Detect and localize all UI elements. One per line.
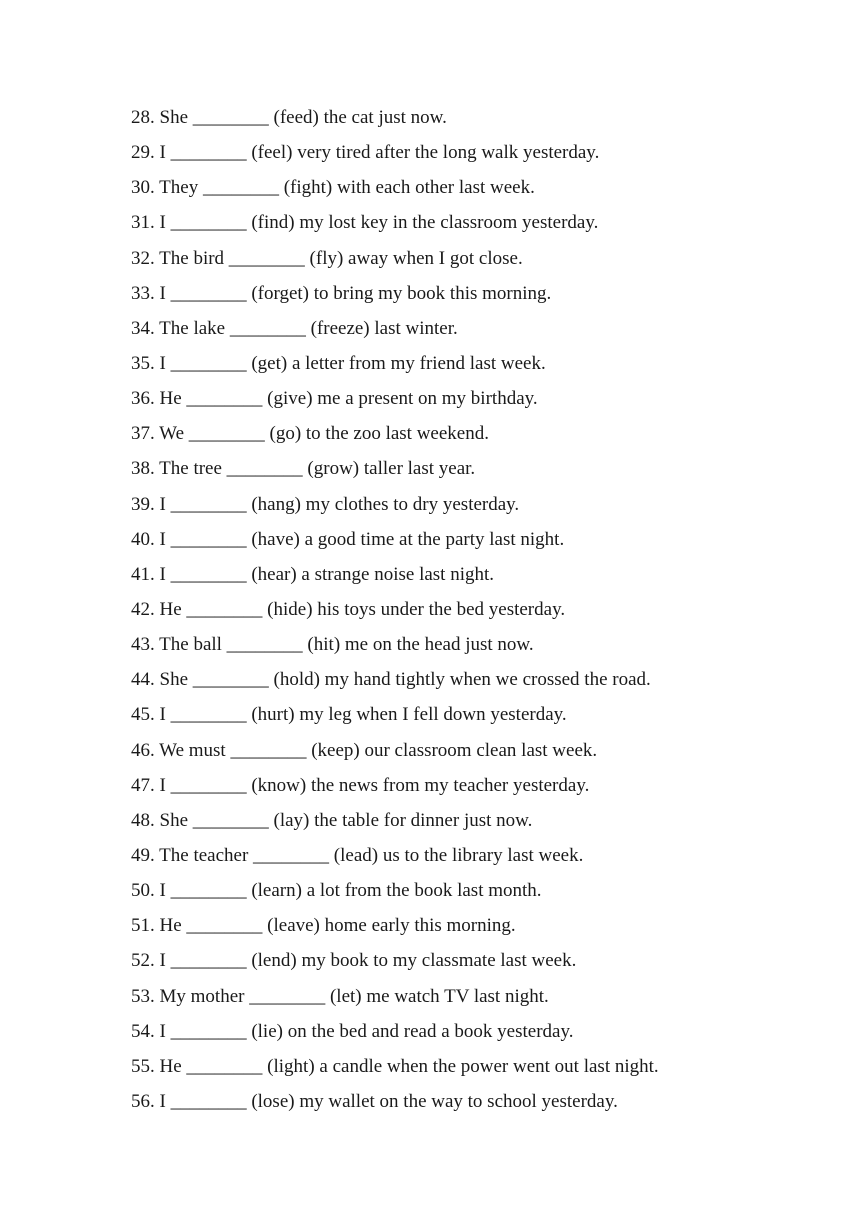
exercise-item: 30. They ________ (fight) with each other last week. <box>131 177 535 199</box>
exercise-item: 50. I ________ (learn) a lot from the book last month. <box>131 880 542 902</box>
exercise-item: 43. The ball ________ (hit) me on the head just now. <box>131 634 534 656</box>
exercise-item: 36. He ________ (give) me a present on my birthday. <box>131 388 538 410</box>
exercise-item: 39. I ________ (hang) my clothes to dry yesterday. <box>131 493 520 515</box>
exercise-item: 42. He ________ (hide) his toys under the bed yesterday. <box>131 598 566 620</box>
exercise-item: 45. I ________ (hurt) my leg when I fell down yesterday. <box>131 704 567 726</box>
exercise-item: 53. My mother ________ (let) me watch TV last night. <box>131 985 549 1007</box>
exercise-item: 46. We must ________ (keep) our classroom clean last week. <box>131 739 598 761</box>
exercise-item: 41. I ________ (hear) a strange noise last night. <box>131 563 495 585</box>
exercise-item: 48. She ________ (lay) the table for dinner just now. <box>131 809 533 831</box>
exercise-item: 51. He ________ (leave) home early this morning. <box>131 915 516 937</box>
exercise-item: 38. The tree ________ (grow) taller last year. <box>131 458 476 480</box>
exercise-item: 33. I ________ (forget) to bring my book this morning. <box>131 282 552 304</box>
exercise-item: 56. I ________ (lose) my wallet on the way to school yesterday. <box>131 1090 618 1112</box>
exercise-item: 31. I ________ (find) my lost key in the classroom yesterday. <box>131 212 599 234</box>
exercise-item: 44. She ________ (hold) my hand tightly when we crossed the road. <box>131 669 651 691</box>
exercise-list <box>131 102 831 1121</box>
exercise-item: 52. I ________ (lend) my book to my classmate last week. <box>131 950 577 972</box>
exercise-item: 47. I ________ (know) the news from my teacher yesterday. <box>131 774 590 796</box>
exercise-item: 40. I ________ (have) a good time at the party last night. <box>131 528 565 550</box>
exercise-item: 34. The lake ________ (freeze) last winter. <box>131 317 458 339</box>
exercise-item: 32. The bird ________ (fly) away when I got close. <box>131 247 523 269</box>
exercise-item: 35. I ________ (get) a letter from my friend last week. <box>131 352 546 374</box>
exercise-item: 49. The teacher ________ (lead) us to the library last week. <box>131 844 584 866</box>
exercise-item: 55. He ________ (light) a candle when the power went out last night. <box>131 1055 659 1077</box>
exercise-item: 37. We ________ (go) to the zoo last weekend. <box>131 423 489 445</box>
exercise-item: 54. I ________ (lie) on the bed and read a book yesterday. <box>131 1020 574 1042</box>
exercise-item: 28. She ________ (feed) the cat just now. <box>131 107 447 128</box>
exercise-item: 29. I ________ (feel) very tired after the long walk yesterday. <box>131 142 600 164</box>
